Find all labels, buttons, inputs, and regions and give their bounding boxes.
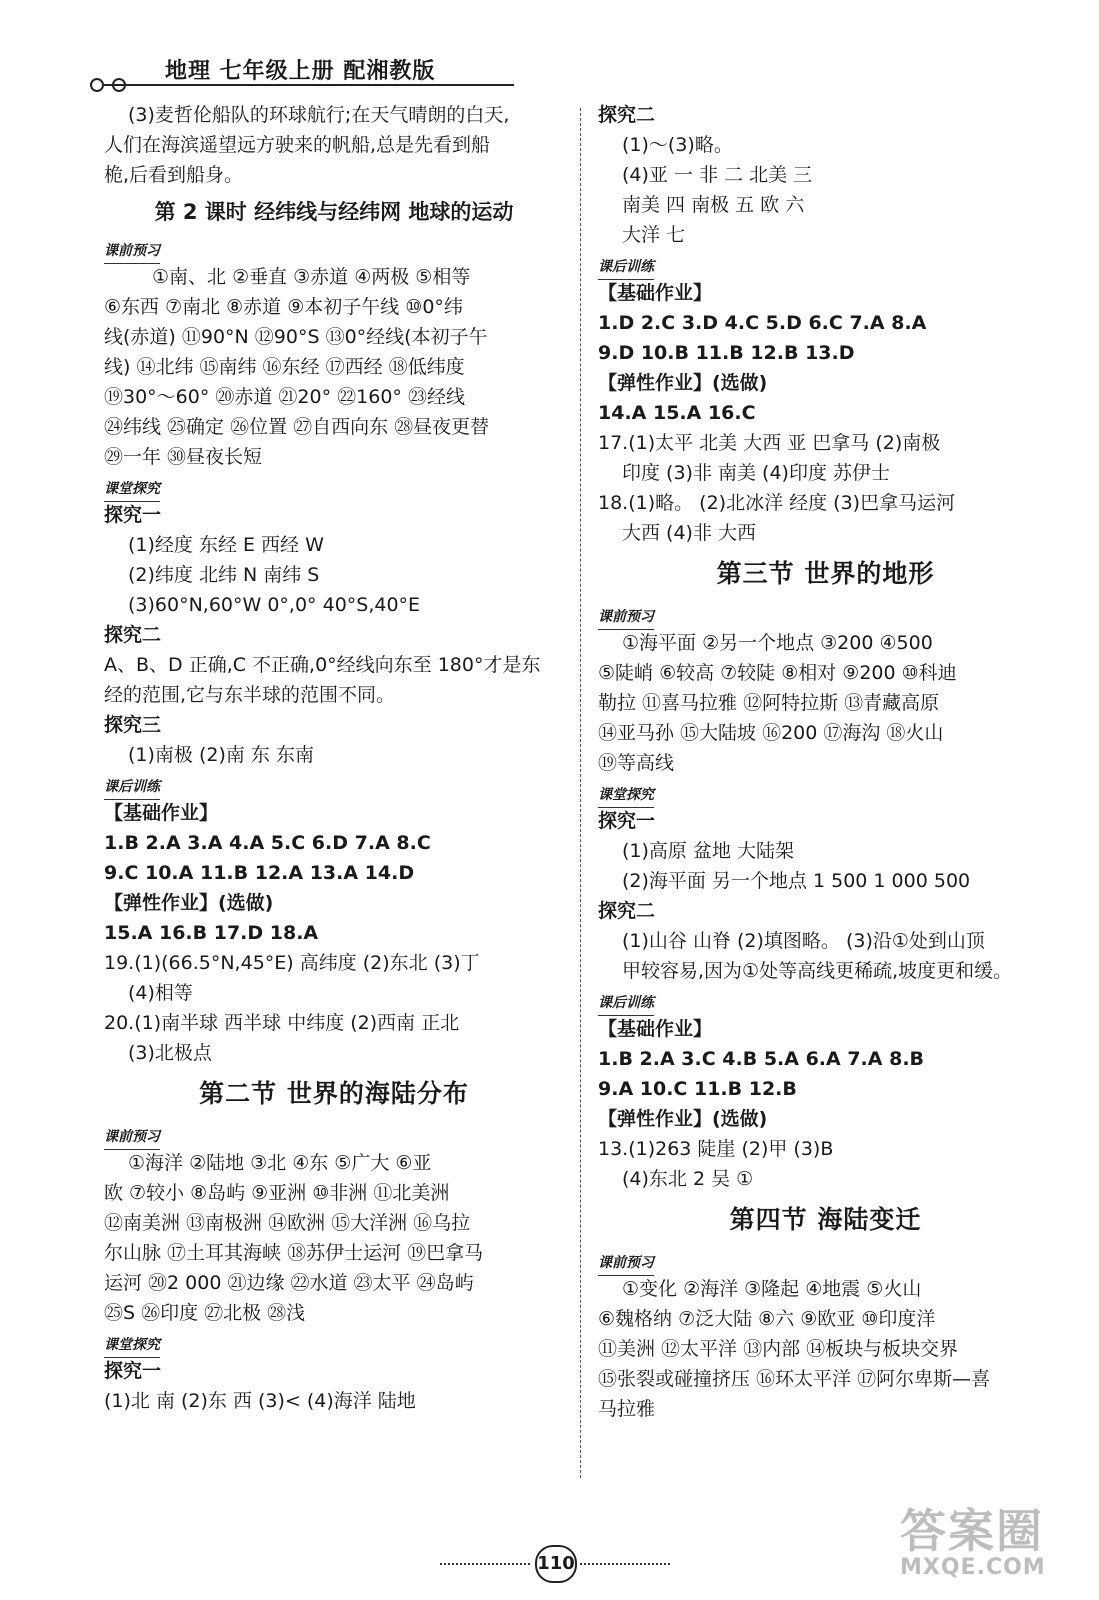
answer-line: ①海洋 ②陆地 ③北 ④东 ⑤广大 ⑥亚	[128, 1152, 432, 1174]
subsection-tag: 课后训练	[104, 777, 160, 800]
subsection-tag: 课堂探究	[104, 1335, 160, 1358]
page-number: 110	[535, 1545, 577, 1583]
subsection-tag: 课前预习	[598, 607, 654, 630]
answer-line: ⑲30°～60° ⑳赤道 ㉑20° ㉒160° ㉓经线	[104, 386, 465, 408]
answer-line: ⑭亚马孙 ⑮大陆坡 ⑯200 ⑰海沟 ⑱火山	[598, 722, 944, 744]
answer-line: ⑥东西 ⑦南北 ⑧赤道 ⑨本初子午线 ⑩0°纬	[104, 296, 463, 318]
answer-line: 9.C 10.A 11.B 12.A 13.A 14.D	[104, 862, 415, 884]
subsection-tag-row	[598, 778, 1053, 806]
answer-line: (2)纬度 北纬 N 南纬 S	[128, 564, 320, 586]
answer-line: ⑲等高线	[598, 752, 675, 774]
answer-line: 14.A 15.A 16.C	[598, 402, 756, 424]
subsection-tag-row	[104, 770, 564, 798]
section-heading: 第三节 世界的地形	[716, 559, 935, 588]
answer-line: ⑫南美洲 ⑬南极洲 ⑭欧洲 ⑮大洋洲 ⑯乌拉	[104, 1212, 471, 1234]
answer-line: 探究一	[598, 810, 656, 832]
answer-line: A、B、D 正确,C 不正确,0°经线向东至 180°才是东	[104, 654, 541, 676]
footer-dots-right	[580, 1563, 670, 1565]
answer-line: (2)海平面 另一个地点 1 500 1 000 500	[622, 870, 971, 892]
right-column	[598, 100, 1053, 1424]
watermark-logo	[900, 1495, 1085, 1590]
answer-line: 9.A 10.C 11.B 12.B	[598, 1078, 797, 1100]
answer-line: ⑤陡峭 ⑥较高 ⑦较陡 ⑧相对 ⑨200 ⑩科迪	[598, 662, 957, 684]
subsection-tag: 课堂探究	[104, 479, 160, 502]
answer-line: 尔山脉 ⑰土耳其海峡 ⑱苏伊士运河 ⑲巴拿马	[104, 1242, 484, 1264]
subsection-tag: 课前预习	[104, 241, 160, 264]
answer-line: 【弹性作业】(选做)	[104, 892, 274, 914]
answer-line: (3)60°N,60°W 0°,0° 40°S,40°E	[128, 594, 421, 616]
subsection-tag: 课后训练	[598, 993, 654, 1016]
subsection-tag-row	[104, 234, 564, 262]
answer-line: ㉕S ㉖印度 ㉗北极 ㉘浅	[104, 1302, 306, 1324]
subsection-tag-row	[598, 600, 1053, 628]
answer-line: 印度 (3)非 南美 (4)印度 苏伊士	[622, 462, 890, 484]
page-footer	[440, 1545, 660, 1585]
answer-line: 18.(1)略。 (2)北冰洋 经度 (3)巴拿马运河	[598, 492, 956, 514]
lesson-heading: 第 2 课时 经纬线与经纬网 地球的运动	[154, 200, 514, 224]
answer-line: 欧 ⑦较小 ⑧岛屿 ⑨亚洲 ⑩非洲 ⑪北美洲	[104, 1182, 450, 1204]
section-heading: 第四节 海陆变迁	[729, 1205, 922, 1234]
subsection-tag: 课堂探究	[598, 785, 654, 808]
answer-line: 17.(1)太平 北美 大西 亚 巴拿马 (2)南极	[598, 432, 941, 454]
column-divider	[580, 108, 581, 1478]
answer-line: 线) ⑭北纬 ⑮南纬 ⑯东经 ⑰西经 ⑱低纬度	[104, 356, 465, 378]
subsection-tag: 课后训练	[598, 257, 654, 280]
answer-line: 探究一	[104, 1360, 162, 1382]
answer-line: (1)南极 (2)南 东 东南	[128, 744, 314, 766]
left-column	[104, 100, 564, 1416]
answer-line: 探究二	[104, 624, 162, 646]
subsection-tag-row	[104, 1328, 564, 1356]
answer-line: ⑪美洲 ⑫太平洋 ⑬内部 ⑭板块与板块交界	[598, 1338, 959, 1360]
answer-line: ⑥魏格纳 ⑦泛大陆 ⑧六 ⑨欧亚 ⑩印度洋	[598, 1308, 936, 1330]
answer-line: 【弹性作业】(选做)	[598, 372, 768, 394]
answer-line: 1.B 2.A 3.C 4.B 5.A 6.A 7.A 8.B	[598, 1048, 925, 1070]
answer-line: 9.D 10.B 11.B 12.B 13.D	[598, 342, 855, 364]
answer-line: ⑮张裂或碰撞挤压 ⑯环太平洋 ⑰阿尔卑斯—喜	[598, 1368, 991, 1390]
answer-line: 探究二	[598, 900, 656, 922]
subsection-tag: 课前预习	[104, 1127, 160, 1150]
answer-line: 人们在海滨遥望远方驶来的帆船,总是先看到船	[104, 134, 491, 156]
answer-line: 大洋 七	[622, 224, 686, 246]
answer-line: 20.(1)南半球 西半球 中纬度 (2)西南 正北	[104, 1012, 460, 1034]
answer-line: 【基础作业】	[598, 282, 713, 304]
answer-line: ㉙一年 ㉚昼夜长短	[104, 446, 263, 468]
watermark-url: MXQE.COM	[900, 1555, 1046, 1580]
answer-line: 【弹性作业】(选做)	[598, 1108, 768, 1130]
answer-line: 【基础作业】	[104, 802, 219, 824]
answer-line: (1)高原 盆地 大陆架	[622, 840, 794, 862]
subsection-tag-row	[104, 472, 564, 500]
subsection-tag-row	[598, 250, 1053, 278]
answer-line: 勒拉 ⑪喜马拉雅 ⑫阿特拉斯 ⑬青藏高原	[598, 692, 940, 714]
footer-dots-left	[440, 1563, 530, 1565]
answer-line: 甲较容易,因为①处等高线更稀疏,坡度更和缓。	[622, 960, 1013, 982]
answer-line: 桅,后看到船身。	[104, 164, 244, 186]
subsection-tag: 课前预习	[598, 1253, 654, 1276]
answer-line: 南美 四 南极 五 欧 六	[622, 194, 805, 216]
answer-line: 经的范围,它与东半球的范围不同。	[104, 684, 396, 706]
answer-line: 探究二	[598, 104, 656, 126]
header-dot-left	[90, 78, 104, 92]
answer-line: 【基础作业】	[598, 1018, 713, 1040]
answer-line: 15.A 16.B 17.D 18.A	[104, 922, 319, 944]
subsection-tag-row	[598, 986, 1053, 1014]
answer-line: 13.(1)263 陡崖 (2)甲 (3)B	[598, 1138, 834, 1160]
answer-line: (4)东北 2 吴 ①	[622, 1168, 754, 1190]
subsection-tag-row	[104, 1120, 564, 1148]
answer-line: 马拉雅	[598, 1398, 656, 1420]
answer-line: ①变化 ②海洋 ③隆起 ④地震 ⑤火山	[622, 1278, 922, 1300]
answer-line: 19.(1)(66.5°N,45°E) 高纬度 (2)东北 (3)丁	[104, 952, 480, 974]
answer-line: (1)山谷 山脊 (2)填图略。 (3)沿①处到山顶	[622, 930, 985, 952]
answer-line: ①海平面 ②另一个地点 ③200 ④500	[622, 632, 933, 654]
answer-line: ㉔纬线 ㉕确定 ㉖位置 ㉗自西向东 ㉘昼夜更替	[104, 416, 490, 438]
answer-line: 线(赤道) ⑪90°N ⑫90°S ⑬0°经线(本初子午	[104, 326, 488, 348]
answer-line: 运河 ⑳2 000 ㉑边缘 ㉒水道 ㉓太平 ㉔岛屿	[104, 1272, 474, 1294]
answer-line: 大西 (4)非 大西	[622, 522, 756, 544]
answer-line: (4)相等	[128, 982, 193, 1004]
answer-line: (4)亚 一 非 二 北美 三	[622, 164, 813, 186]
answer-line: 探究三	[104, 714, 162, 736]
answer-line: (3)麦哲伦船队的环球航行;在天气晴朗的白天,	[128, 104, 510, 126]
answer-line: (1)经度 东经 E 西经 W	[128, 534, 324, 556]
answer-line: ①南、北 ②垂直 ③赤道 ④两极 ⑤相等	[152, 266, 471, 288]
answer-line: 1.D 2.C 3.D 4.C 5.D 6.C 7.A 8.A	[598, 312, 927, 334]
watermark-text: 答案圈	[900, 1504, 1044, 1558]
section-heading: 第二节 世界的海陆分布	[199, 1079, 469, 1108]
answer-line: 探究一	[104, 504, 162, 526]
answer-line: 1.B 2.A 3.A 4.A 5.C 6.D 7.A 8.C	[104, 832, 431, 854]
running-header	[90, 52, 610, 102]
subsection-tag-row	[598, 1246, 1053, 1274]
answer-line: (1)～(3)略。	[622, 134, 733, 156]
header-title: 地理 七年级上册 配湘教版	[165, 59, 436, 84]
answer-line: (1)北 南 (2)东 西 (3)< (4)海洋 陆地	[104, 1390, 416, 1412]
answer-line: (3)北极点	[128, 1042, 212, 1064]
